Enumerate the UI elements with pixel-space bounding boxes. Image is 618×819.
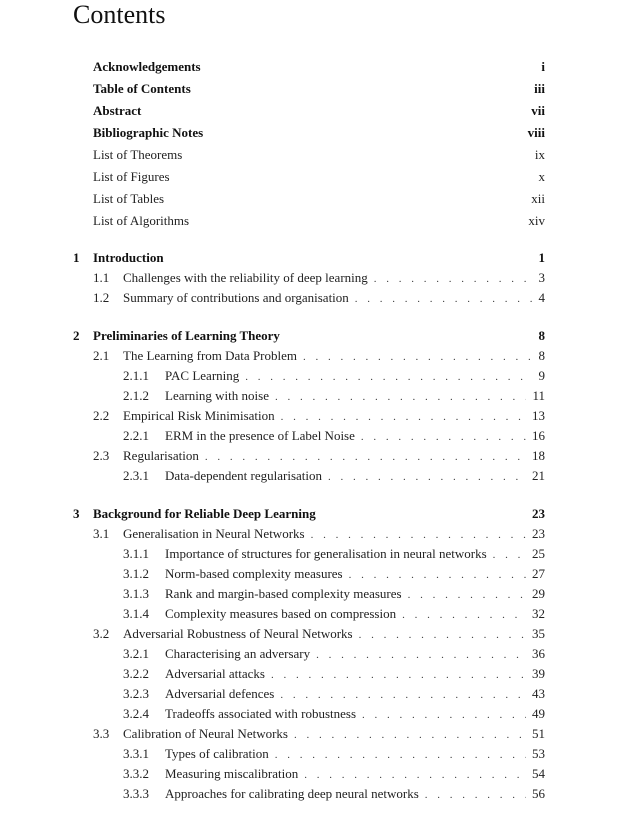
- page-number: 21: [532, 468, 545, 483]
- chapter-title: Preliminaries of Learning Theory: [93, 328, 280, 343]
- page-number: vii: [531, 103, 545, 118]
- section-entry[interactable]: [93, 346, 545, 366]
- subsection-entry[interactable]: [123, 366, 545, 386]
- page-number: 3: [538, 270, 545, 285]
- front-entry[interactable]: [93, 57, 545, 77]
- front-title: List of Tables: [93, 191, 165, 206]
- subsection-title: Data-dependent regularisation: [165, 468, 323, 483]
- section-entry[interactable]: [93, 446, 545, 466]
- dot-leader: [316, 645, 526, 665]
- page-number: 32: [532, 606, 545, 621]
- front-title: Acknowledgements: [93, 59, 201, 74]
- subsection-number: 3.1.4: [123, 606, 149, 621]
- page-title: Contents: [73, 0, 166, 29]
- page-number: 9: [538, 368, 545, 383]
- page-number: 29: [532, 586, 545, 601]
- front-title: List of Figures: [93, 169, 170, 184]
- subsection-title: Complexity measures based on compression: [165, 606, 397, 621]
- subsection-number: 3.3.1: [123, 746, 149, 761]
- subsection-number: 3.3.3: [123, 786, 149, 801]
- dot-leader: [280, 685, 526, 705]
- subsection-entry[interactable]: [123, 704, 545, 724]
- front-title: List of Algorithms: [93, 213, 190, 228]
- dot-leader: [493, 545, 526, 565]
- section-title: Challenges with the reliability of deep learning: [123, 270, 368, 285]
- dot-leader: [349, 565, 526, 585]
- page-number: 39: [532, 666, 545, 681]
- subsection-number: 3.1.1: [123, 546, 149, 561]
- section-entry[interactable]: [93, 268, 545, 288]
- section-number: 3.1: [93, 526, 110, 541]
- subsection-title: Approaches for calibrating deep neural networks: [165, 786, 419, 801]
- section-number: 2.2: [93, 408, 110, 423]
- dot-leader: [328, 467, 526, 487]
- subsection-title: Tradeoffs associated with robustness: [165, 706, 357, 721]
- section-entry[interactable]: [93, 724, 545, 744]
- subsection-title: Types of calibration: [165, 746, 269, 761]
- subsection-title: Characterising an adversary: [165, 646, 311, 661]
- section-number: 2.3: [93, 448, 110, 463]
- subsection-title: Adversarial attacks: [165, 666, 265, 681]
- section-number: 3.2: [93, 626, 110, 641]
- section-title: Regularisation: [123, 448, 199, 463]
- section-number: 1.2: [93, 290, 110, 305]
- page-number: 35: [532, 626, 545, 641]
- page-number: 1: [538, 250, 545, 265]
- subsection-number: 3.2.4: [123, 706, 149, 721]
- page-number: iii: [534, 81, 545, 96]
- subsection-entry[interactable]: [123, 544, 545, 564]
- chapter-entry[interactable]: [73, 248, 545, 268]
- section-title: Generalisation in Neural Networks: [123, 526, 305, 541]
- section-title: Empirical Risk Minimisation: [123, 408, 275, 423]
- section-entry[interactable]: [93, 406, 545, 426]
- page-number: viii: [527, 125, 545, 140]
- subsection-number: 2.2.1: [123, 428, 149, 443]
- front-entry[interactable]: [93, 211, 545, 231]
- chapter-number: 1: [73, 250, 80, 265]
- subsection-title: Importance of structures for generalisation in neural networks: [165, 546, 487, 561]
- subsection-number: 3.2.3: [123, 686, 149, 701]
- section-number: 3.3: [93, 726, 110, 741]
- page-number: 18: [532, 448, 545, 463]
- dot-leader: [311, 525, 526, 545]
- page-number: 8: [538, 348, 545, 363]
- subsection-entry[interactable]: [123, 784, 545, 804]
- dot-leader: [374, 269, 533, 289]
- dot-leader: [271, 665, 526, 685]
- chapter-number: 2: [73, 328, 80, 343]
- subsection-number: 3.2.1: [123, 646, 149, 661]
- front-entry[interactable]: [93, 167, 545, 187]
- dot-leader: [205, 447, 526, 467]
- subsection-number: 3.3.2: [123, 766, 149, 781]
- page-number: xii: [531, 191, 545, 206]
- page-number: 49: [532, 706, 545, 721]
- dot-leader: [281, 407, 526, 427]
- front-entry[interactable]: [93, 101, 545, 121]
- front-entry[interactable]: [93, 123, 545, 143]
- page-number: i: [541, 59, 545, 74]
- page-number: 51: [532, 726, 545, 741]
- page-number: 56: [532, 786, 545, 801]
- page-number: 4: [538, 290, 545, 305]
- front-entry[interactable]: [93, 189, 545, 209]
- front-entry[interactable]: [93, 79, 545, 99]
- page-number: 16: [532, 428, 545, 443]
- page-number: x: [538, 169, 545, 184]
- page-number: 25: [532, 546, 545, 561]
- subsection-entry[interactable]: [123, 564, 545, 584]
- page-number: 8: [538, 328, 545, 343]
- subsection-entry[interactable]: [123, 744, 545, 764]
- section-number: 1.1: [93, 270, 110, 285]
- dot-leader: [294, 725, 526, 745]
- front-title: Table of Contents: [93, 81, 191, 96]
- chapter-title: Introduction: [93, 250, 164, 265]
- subsection-number: 3.2.2: [123, 666, 149, 681]
- front-entry[interactable]: [93, 145, 545, 165]
- section-title: The Learning from Data Problem: [123, 348, 297, 363]
- page-number: 23: [532, 526, 545, 541]
- page-number: 11: [532, 388, 545, 403]
- page-number: xiv: [528, 213, 545, 228]
- page-number: ix: [534, 147, 545, 162]
- dot-leader: [355, 289, 533, 309]
- chapter-number: 3: [73, 506, 80, 521]
- dot-leader: [362, 705, 526, 725]
- page-number: 23: [532, 506, 545, 521]
- subsection-number: 3.1.2: [123, 566, 149, 581]
- dot-leader: [361, 427, 526, 447]
- dot-leader: [402, 605, 526, 625]
- front-title: Bibliographic Notes: [93, 125, 204, 140]
- page-number: 13: [532, 408, 545, 423]
- dot-leader: [359, 625, 526, 645]
- subsection-number: 2.1.2: [123, 388, 149, 403]
- dot-leader: [245, 367, 532, 387]
- dot-leader: [425, 785, 526, 805]
- chapter-entry[interactable]: [73, 504, 545, 524]
- dot-leader: [304, 765, 526, 785]
- subsection-title: Adversarial defences: [165, 686, 275, 701]
- section-entry[interactable]: [93, 524, 545, 544]
- subsection-title: ERM in the presence of Label Noise: [165, 428, 355, 443]
- subsection-entry[interactable]: [123, 684, 545, 704]
- page-number: 43: [532, 686, 545, 701]
- page-number: 27: [532, 566, 545, 581]
- subsection-number: 2.3.1: [123, 468, 149, 483]
- front-title: List of Theorems: [93, 147, 183, 162]
- page-number: 53: [532, 746, 545, 761]
- dot-leader: [303, 347, 533, 367]
- subsection-entry[interactable]: [123, 604, 545, 624]
- dot-leader: [275, 387, 526, 407]
- chapter-entry[interactable]: [73, 326, 545, 346]
- section-title: Calibration of Neural Networks: [123, 726, 288, 741]
- chapter-title: Background for Reliable Deep Learning: [93, 506, 316, 521]
- subsection-title: Rank and margin-based complexity measures: [165, 586, 402, 601]
- section-entry[interactable]: [93, 624, 545, 644]
- section-title: Adversarial Robustness of Neural Networks: [123, 626, 353, 641]
- dot-leader: [275, 745, 526, 765]
- section-entry[interactable]: [93, 288, 545, 308]
- subsection-title: PAC Learning: [165, 368, 240, 383]
- subsection-entry[interactable]: [123, 584, 545, 604]
- subsection-title: Measuring miscalibration: [165, 766, 299, 781]
- subsection-entry[interactable]: [123, 466, 545, 486]
- page-number: 54: [532, 766, 545, 781]
- section-number: 2.1: [93, 348, 110, 363]
- subsection-entry[interactable]: [123, 764, 545, 784]
- subsection-number: 2.1.1: [123, 368, 149, 383]
- subsection-entry[interactable]: [123, 644, 545, 664]
- subsection-number: 3.1.3: [123, 586, 149, 601]
- section-title: Summary of contributions and organisation: [123, 290, 349, 305]
- subsection-title: Norm-based complexity measures: [165, 566, 343, 581]
- subsection-entry[interactable]: [123, 664, 545, 684]
- front-title: Abstract: [93, 103, 142, 118]
- subsection-title: Learning with noise: [165, 388, 269, 403]
- dot-leader: [408, 585, 526, 605]
- page-number: 36: [532, 646, 545, 661]
- subsection-entry[interactable]: [123, 386, 545, 406]
- subsection-entry[interactable]: [123, 426, 545, 446]
